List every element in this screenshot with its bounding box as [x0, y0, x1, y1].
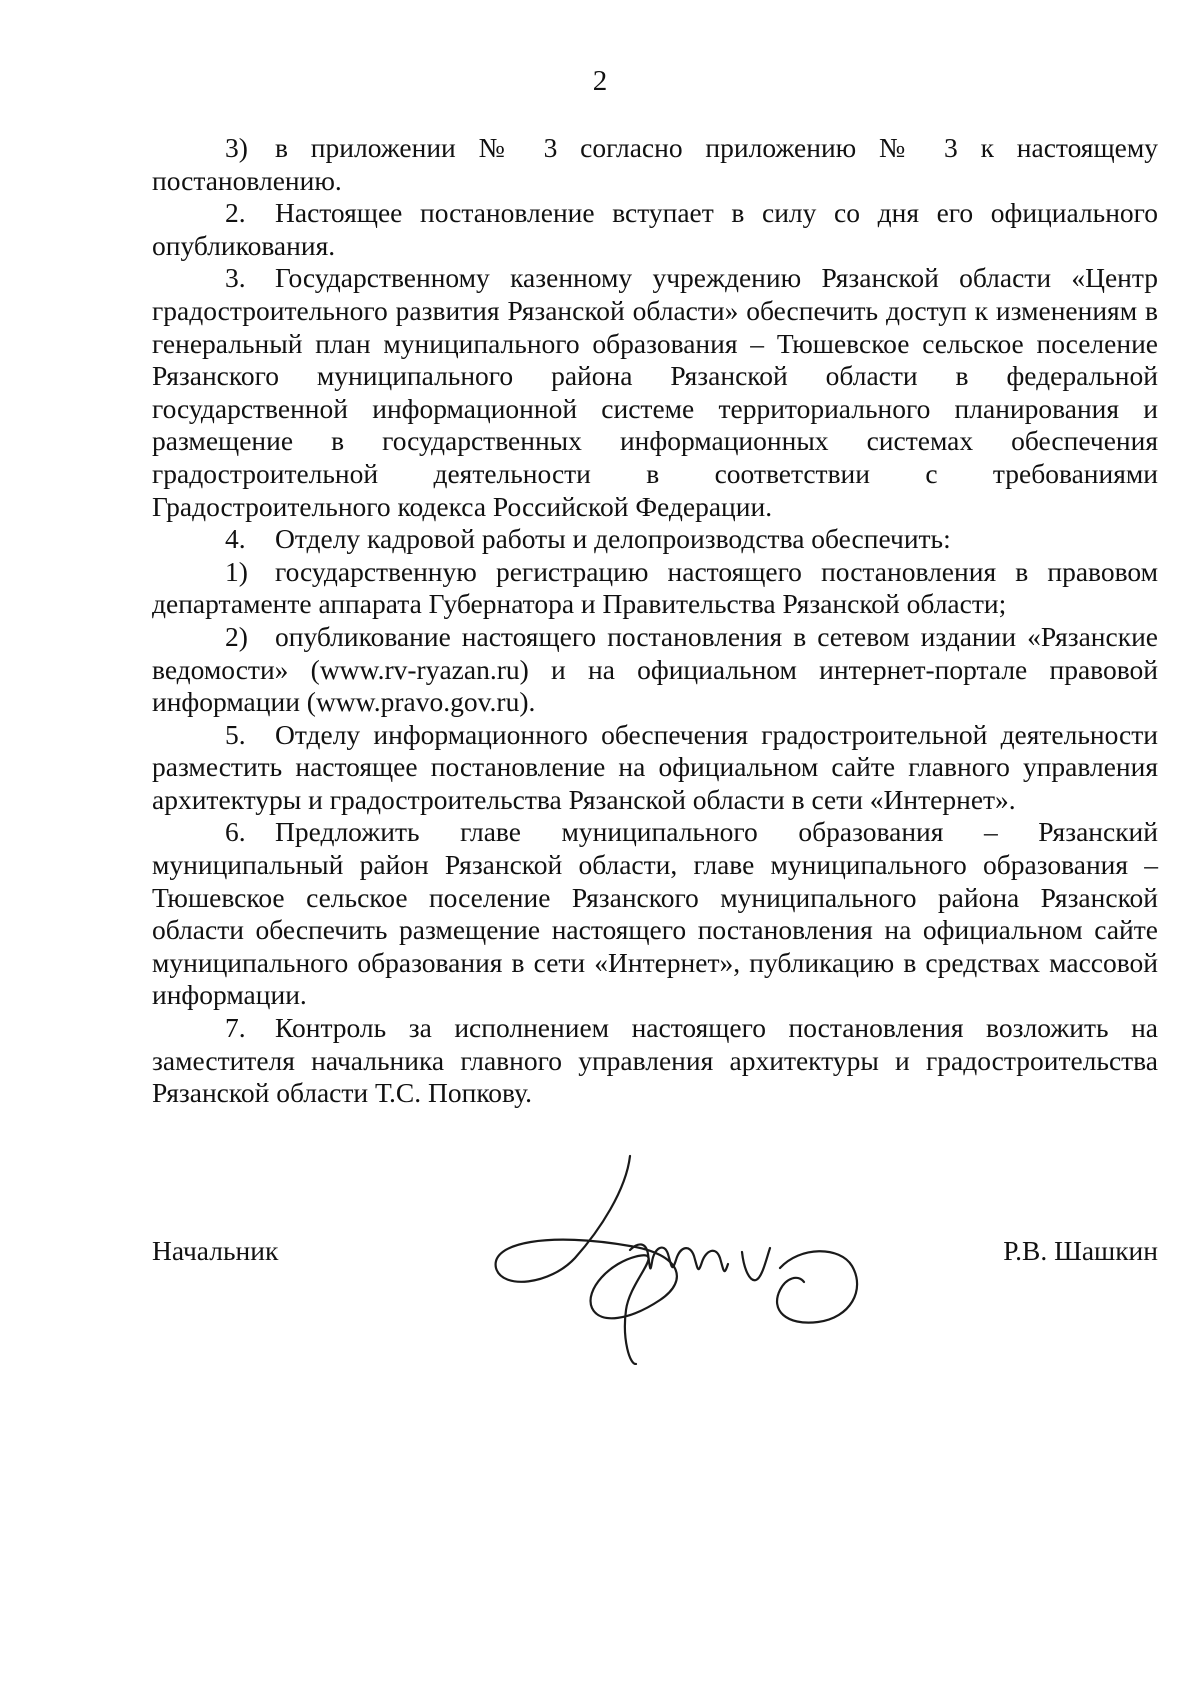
- paragraph-number: 3.: [225, 262, 246, 294]
- paragraph-number: 7.: [225, 1012, 246, 1044]
- paragraph-6: [152, 816, 1158, 1012]
- paragraph-text: Государственному казенному учреждению Рязанской области «Центр градостроительного развития Рязанской области» обеспечить доступ к изменениям в генеральный план муниципального образования – Тюшевское сельское поселение Рязанского муниципального района Рязанской области в федеральной государственной информационной системе территориального планирования и размещение в государственных информационных системах обеспечения градостроительной деятельности в соответствии с требованиями Градостроительного кодекса Российской Федерации.: [152, 262, 1158, 522]
- paragraph-text: Контроль за исполнением настоящего постановления возложить на заместителя начальника главного управления архитектуры и градостроительства Рязанской области Т.С. Попкову.: [152, 1012, 1158, 1109]
- paragraph-number: 2.: [225, 197, 246, 229]
- paragraph-number: 6.: [225, 816, 246, 848]
- paragraph-text: Отделу кадровой работы и делопроизводства обеспечить:: [275, 523, 951, 555]
- paragraph-appendix-3: [152, 132, 1158, 197]
- paragraph-text: в приложении № 3 согласно приложению № 3 к настоящему постановлению.: [152, 132, 1158, 196]
- handwritten-signature: [480, 1150, 880, 1365]
- signatory-title: Начальник: [152, 1235, 279, 1266]
- paragraph-text: государственную регистрацию настоящего постановления в правовом департаменте аппарата Губернатора и Правительства Рязанской области;: [152, 555, 1158, 620]
- paragraph-5: [152, 719, 1158, 817]
- signatory-name: Р.В. Шашкин: [1003, 1235, 1158, 1266]
- paragraph-text: опубликование настоящего постановления в сетевом издании «Рязанские ведомости» (www.rv-ryazan.ru) и на официальном интернет-портале правовой информации (www.pravo.gov.ru).: [152, 620, 1158, 718]
- paragraph-number: 5.: [225, 718, 246, 750]
- page-number: 2: [592, 65, 608, 97]
- paragraph-text: Отделу информационного обеспечения градостроительной деятельности разместить настоящее постановление на официальном сайте главного управления архитектуры и градостроительства Рязанской области в сети «Интернет».: [152, 718, 1158, 815]
- document-body: [152, 132, 1158, 1110]
- paragraph-3: [152, 262, 1158, 523]
- paragraph-7: [152, 1012, 1158, 1110]
- paragraph-4-2: [152, 621, 1158, 719]
- paragraph-number: 3): [225, 132, 248, 163]
- paragraph-4-1: [152, 556, 1158, 621]
- paragraph-4: [152, 523, 1158, 556]
- paragraph-number: 2): [225, 620, 248, 652]
- paragraph-text: Предложить главе муниципального образования – Рязанский муниципальный район Рязанской области, главе муниципального образования – Тюшевское сельское поселение Рязанского муниципального района Рязанской области обеспечить размещение настоящего постановления на официальном сайте муниципального образования в сети «Интернет», публикацию в средствах массовой информации.: [152, 816, 1158, 1011]
- paragraph-number: 4.: [225, 523, 246, 555]
- paragraph-2: [152, 197, 1158, 262]
- paragraph-number: 1): [225, 555, 248, 587]
- paragraph-text: Настоящее постановление вступает в силу со дня его официального опубликования.: [152, 197, 1158, 261]
